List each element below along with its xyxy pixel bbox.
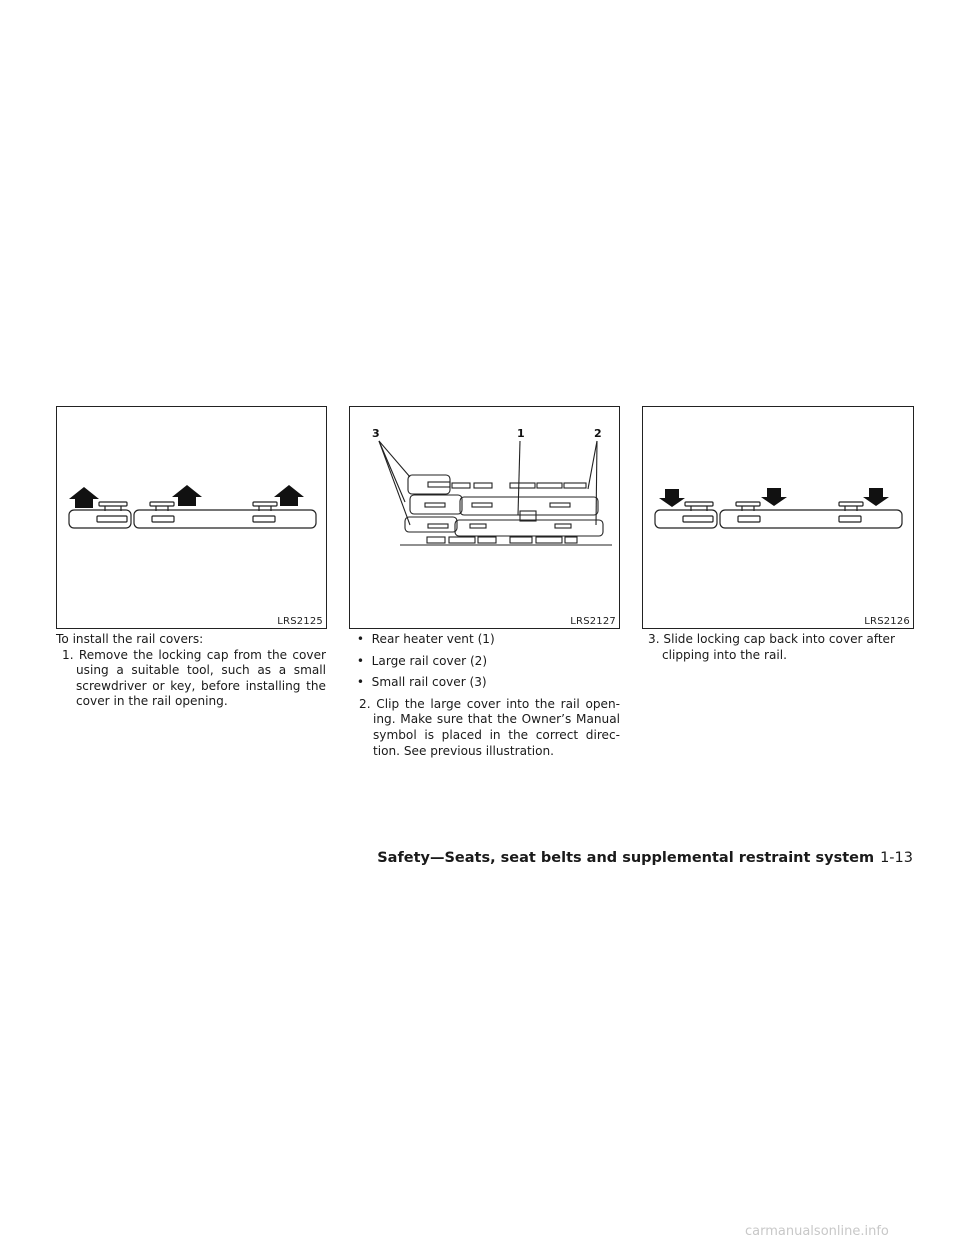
- figure-code: LRS2125: [277, 616, 323, 627]
- callout-3: 3: [372, 427, 380, 440]
- figure-code: LRS2126: [864, 616, 910, 627]
- step-3-text: Slide locking cap back into cover after clipping into the rail.: [662, 632, 895, 662]
- column-1: [56, 632, 326, 710]
- column-3: [642, 632, 914, 663]
- step-2-number: 2.: [359, 696, 371, 711]
- illustration-rail-caps-up: [57, 407, 326, 628]
- section-title: Safety—Seats, seat belts and supplemental restraint system: [377, 850, 875, 866]
- step-2-text: Clip the large cover into the rail open-ing. Make sure that the Owner’s Manual symbol is placed in the correct direc-tion. See previous illustration.: [373, 696, 620, 758]
- illustration-rail-caps-down: [643, 407, 913, 628]
- step-1-text: Remove the locking cap from the cover using a suitable tool, such as a small screwdriver or key, before installing the cover in the rail opening.: [76, 647, 326, 709]
- callout-1: 1: [517, 427, 525, 440]
- page-footer: [377, 850, 913, 866]
- intro-text: To install the rail covers:: [56, 632, 204, 646]
- figure-rail-components: [349, 406, 620, 629]
- column-2: [353, 632, 620, 759]
- step-3: [642, 632, 914, 663]
- figure-install-cap: [642, 406, 914, 629]
- step-3-number: 3.: [648, 632, 660, 646]
- watermark: carmanualsonline.info: [745, 1224, 889, 1239]
- figure-remove-cap: [56, 406, 327, 629]
- step-1: [56, 648, 326, 710]
- callout-2: 2: [594, 427, 602, 440]
- bullet-text: Small rail cover (3): [371, 675, 487, 690]
- figure-code: LRS2127: [570, 616, 616, 627]
- bullet-text: Large rail cover (2): [371, 653, 488, 668]
- step-2: [353, 697, 620, 759]
- bullet-item: • Large rail cover (2): [353, 653, 488, 668]
- step-1-number: 1.: [62, 647, 74, 662]
- bullet-item: • Rear heater vent (1): [353, 632, 495, 646]
- page-number: 1-13: [880, 850, 913, 866]
- bullet-item: • Small rail cover (3): [353, 675, 487, 690]
- bullet-text: Rear heater vent (1): [371, 632, 495, 646]
- illustration-rail-components: [350, 407, 619, 628]
